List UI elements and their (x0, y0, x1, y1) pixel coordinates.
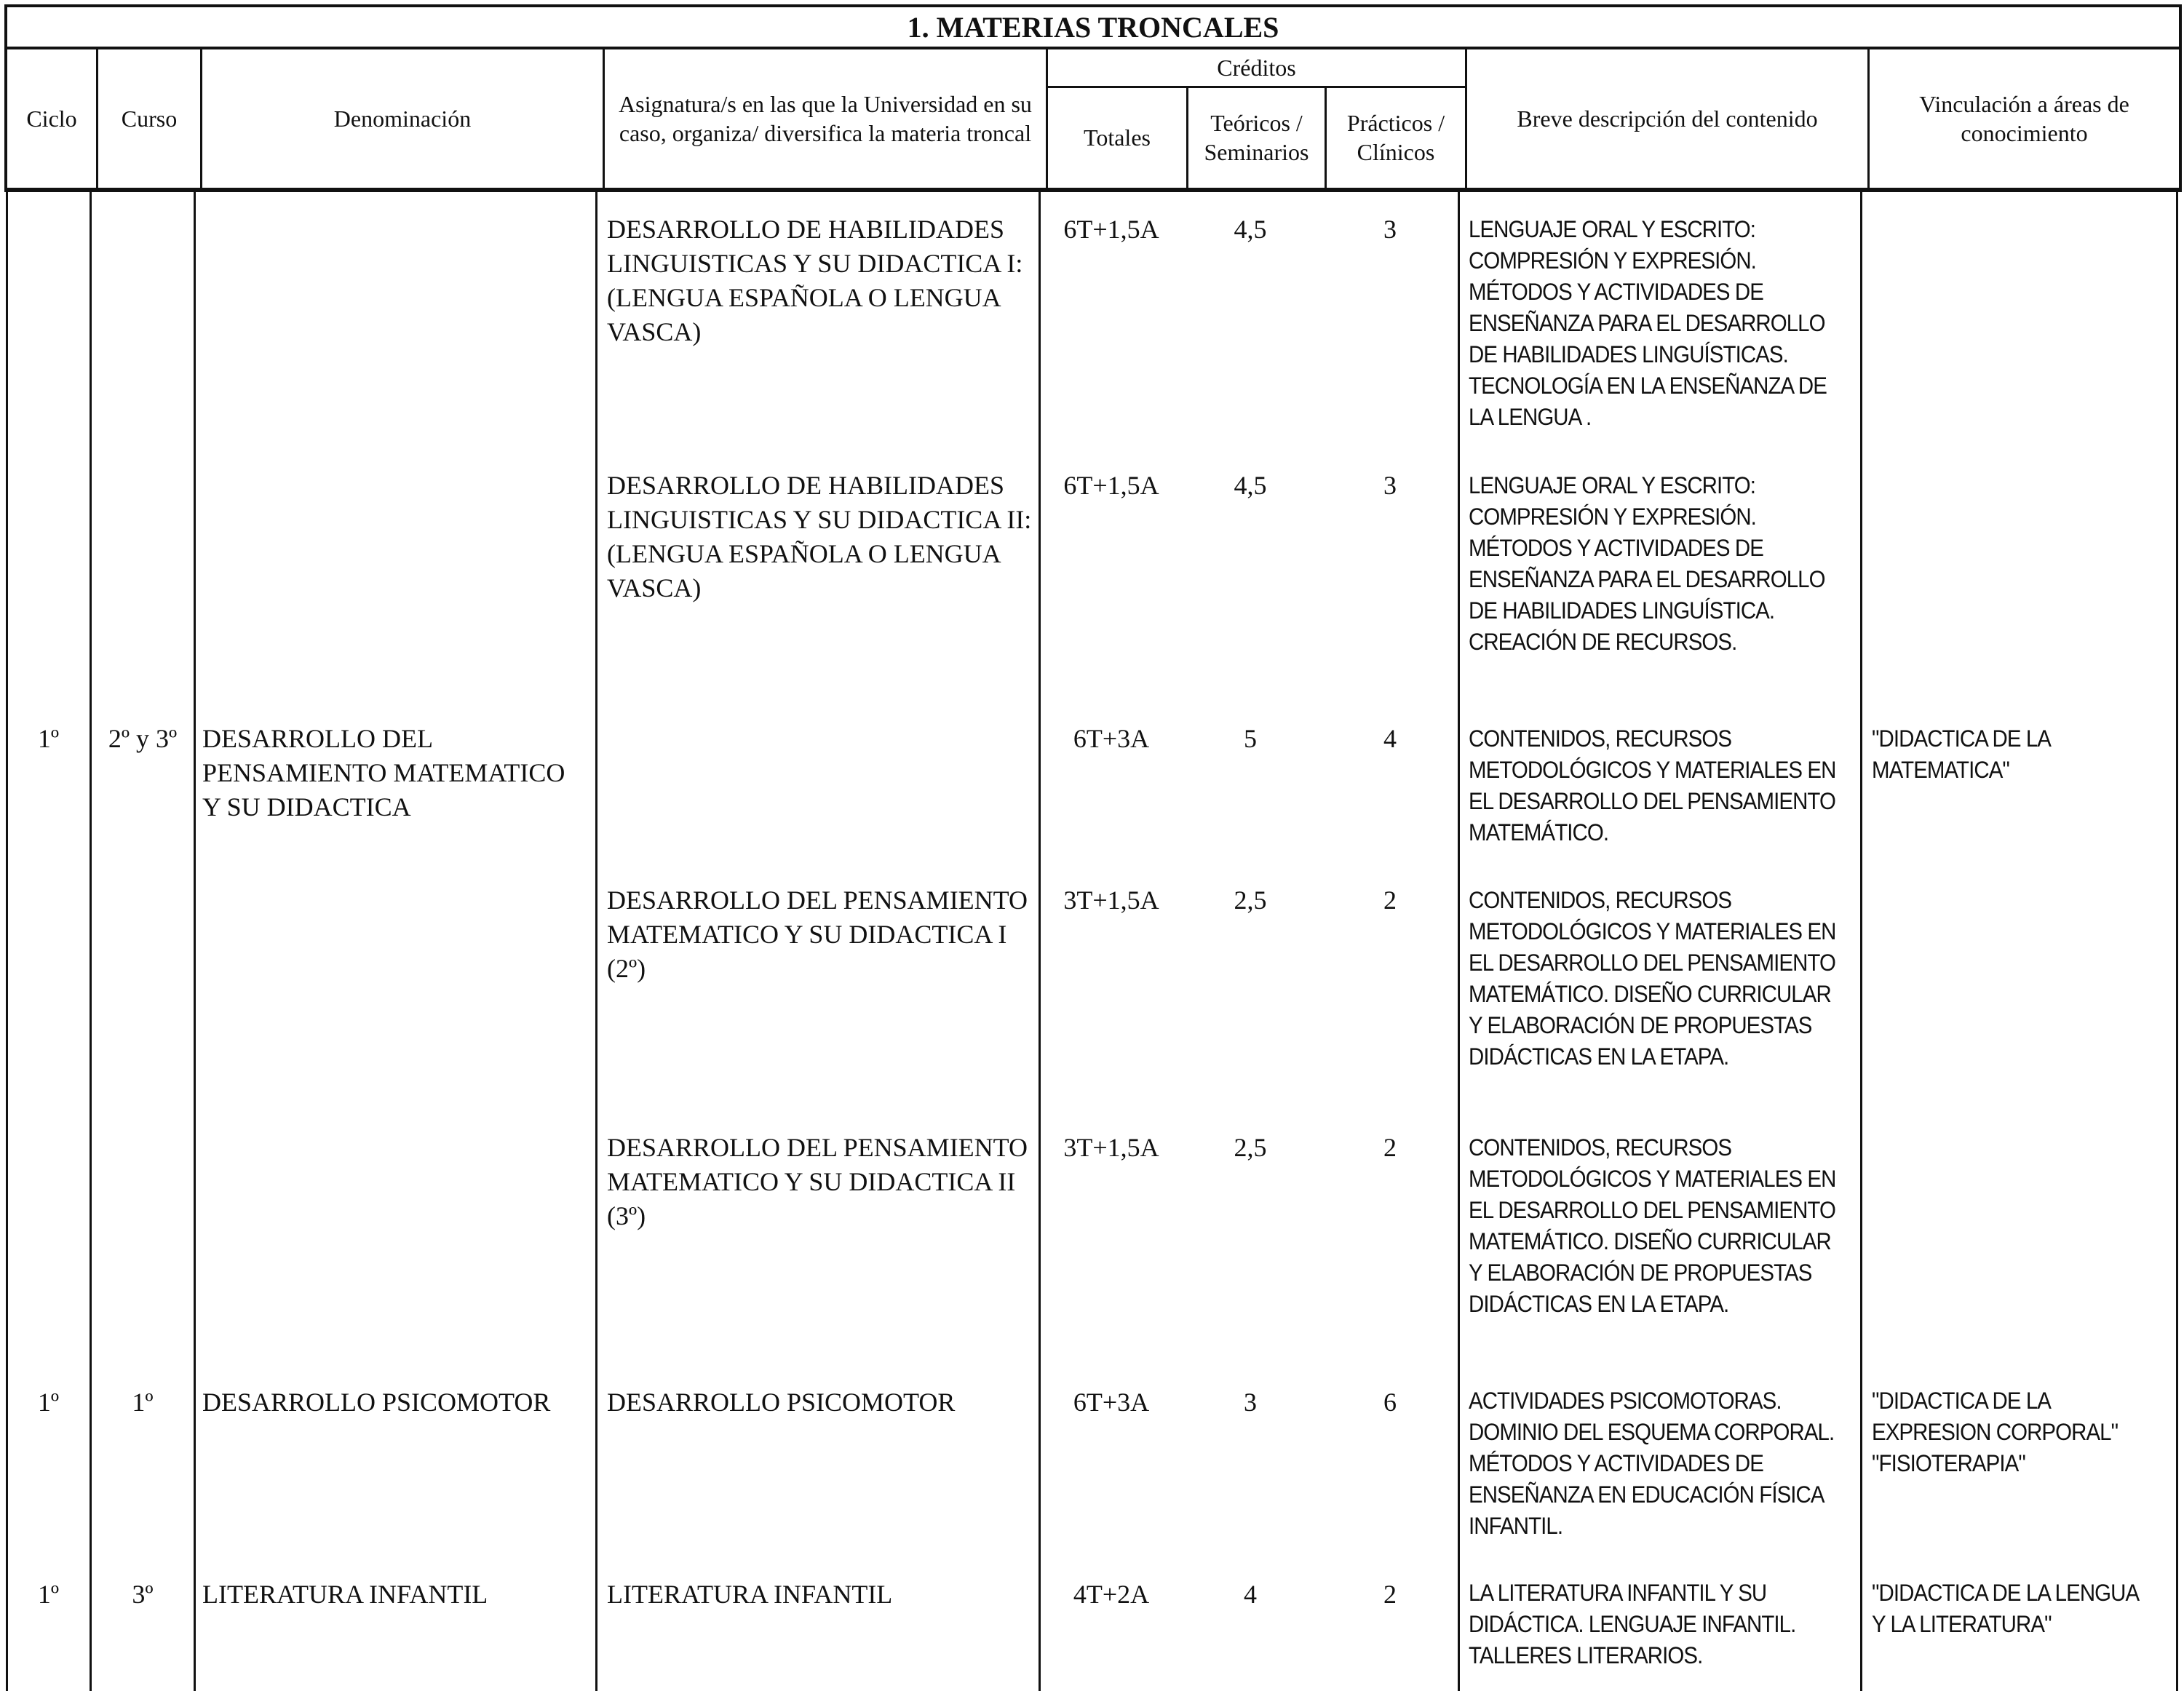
practicos-cell: 2 (1383, 1133, 1397, 1162)
practicos-cell: 6 (1383, 1388, 1397, 1417)
totales-cell: 6T+3A (1073, 724, 1150, 753)
descripcion-cell: CONTENIDOS, RECURSOS METODOLÓGICOS Y MATERIALES EN EL DESARROLLO DEL PENSAMIENTO MATEMÁTICO. DISEÑO CURRICULAR Y ELABORACIÓN DE PROPUESTAS DIDÁCTICAS EN LA ETAPA. (1469, 1134, 1836, 1317)
column-rule (2176, 192, 2178, 1691)
header-divider (96, 49, 98, 188)
table-header (4, 47, 2182, 192)
ciclo-cell: 1º (37, 1580, 60, 1609)
header-ciclo: Ciclo (26, 106, 77, 132)
header-denominacion: Denominación (333, 106, 472, 132)
asignatura-cell: DESARROLLO DEL PENSAMIENTO MATEMATICO Y SU DIDACTICA II (3º) (607, 1133, 1028, 1230)
column-rule (6, 192, 8, 1691)
column-rule (1860, 192, 1862, 1691)
column-rule (1458, 192, 1460, 1691)
column-rule (1039, 192, 1041, 1691)
ciclo-cell: 1º (37, 1388, 60, 1417)
document-page (4, 4, 2179, 1684)
descripcion-cell: LENGUAJE ORAL Y ESCRITO: COMPRESIÓN Y EXPRESIÓN. MÉTODOS Y ACTIVIDADES DE ENSEÑANZA PARA EL DESARROLLO DE HABILIDADES LINGUÍSTICA. CREACIÓN DE RECURSOS. (1469, 472, 1825, 655)
ciclo-cell: 1º (37, 724, 60, 753)
header-divider (1867, 49, 1870, 188)
asignatura-cell: LITERATURA INFANTIL (607, 1580, 893, 1609)
teoricos-cell: 2,5 (1234, 1133, 1267, 1162)
asignatura-cell: DESARROLLO DE HABILIDADES LINGUISTICAS Y SU DIDACTICA I: (LENGUA ESPAÑOLA O LENGUA VASCA) (607, 215, 1023, 346)
totales-cell: 3T+1,5A (1063, 1133, 1159, 1162)
curso-cell: 2º y 3º (108, 724, 178, 753)
teoricos-cell: 4,5 (1234, 471, 1267, 500)
totales-cell: 6T+1,5A (1063, 471, 1159, 500)
vinculacion-cell: "DIDACTICA DE LA LENGUA Y LA LITERATURA" (1872, 1580, 2138, 1637)
header-descripcion: Breve descripción del contenido (1517, 106, 1818, 132)
practicos-cell: 3 (1383, 215, 1397, 244)
teoricos-cell: 5 (1244, 724, 1257, 753)
descripcion-cell: CONTENIDOS, RECURSOS METODOLÓGICOS Y MATERIALES EN EL DESARROLLO DEL PENSAMIENTO MATEMÁTICO. (1469, 725, 1836, 846)
header-divider (200, 49, 202, 188)
header-totales: Totales (1084, 124, 1151, 151)
practicos-cell: 3 (1383, 471, 1397, 500)
table-body (4, 192, 2182, 1691)
asignatura-cell: DESARROLLO PSICOMOTOR (607, 1388, 956, 1417)
descripcion-cell: LA LITERATURA INFANTIL Y SU DIDÁCTICA. LENGUAJE INFANTIL. TALLERES LITERARIOS. (1469, 1580, 1796, 1668)
teoricos-cell: 4 (1244, 1580, 1257, 1609)
practicos-cell: 2 (1383, 1580, 1397, 1609)
header-divider (1325, 86, 1327, 188)
header-curso: Curso (121, 106, 178, 132)
totales-cell: 3T+1,5A (1063, 886, 1159, 915)
column-rule (90, 192, 92, 1691)
header-practicos: Prácticos / Clínicos (1346, 110, 1445, 165)
header-divider (1046, 49, 1048, 188)
curso-cell: 3º (132, 1580, 154, 1609)
asignatura-cell: DESARROLLO DEL PENSAMIENTO MATEMATICO Y SU DIDACTICA I (2º) (607, 886, 1028, 983)
teoricos-cell: 2,5 (1234, 886, 1267, 915)
denominacion-cell: DESARROLLO PSICOMOTOR (202, 1388, 551, 1417)
header-divider (1465, 49, 1467, 188)
denominacion-cell: LITERATURA INFANTIL (202, 1580, 488, 1609)
header-divider (1186, 86, 1188, 188)
totales-cell: 6T+3A (1073, 1388, 1150, 1417)
vinculacion-cell: "DIDACTICA DE LA MATEMATICA" (1872, 725, 2050, 783)
practicos-cell: 2 (1383, 886, 1397, 915)
teoricos-cell: 4,5 (1234, 215, 1267, 244)
header-vinculacion: Vinculación a áreas de conocimiento (1919, 91, 2129, 146)
descripcion-cell: CONTENIDOS, RECURSOS METODOLÓGICOS Y MATERIALES EN EL DESARROLLO DEL PENSAMIENTO MATEMÁTICO. DISEÑO CURRICULAR Y ELABORACIÓN DE PROPUESTAS DIDÁCTICAS EN LA ETAPA. (1469, 887, 1836, 1070)
column-rule (194, 192, 196, 1691)
header-asignatura: Asignatura/s en las que la Universidad en su caso, organiza/ diversifica la materia troncal (619, 91, 1032, 146)
table-title: 1. MATERIAS TRONCALES (4, 4, 2182, 47)
practicos-cell: 4 (1383, 724, 1397, 753)
totales-cell: 6T+1,5A (1063, 215, 1159, 244)
totales-cell: 4T+2A (1073, 1580, 1150, 1609)
denominacion-cell: DESARROLLO DEL PENSAMIENTO MATEMATICO Y SU DIDACTICA (202, 724, 565, 821)
header-divider (1046, 86, 1465, 88)
descripcion-cell: ACTIVIDADES PSICOMOTORAS. DOMINIO DEL ESQUEMA CORPORAL. MÉTODOS Y ACTIVIDADES DE ENSEÑANZA EN EDUCACIÓN FÍSICA INFANTIL. (1469, 1388, 1835, 1539)
vinculacion-cell: "DIDACTICA DE LA EXPRESION CORPORAL" "FISIOTERAPIA" (1872, 1388, 2119, 1476)
curso-cell: 1º (132, 1388, 154, 1417)
header-teoricos: Teóricos / Seminarios (1204, 110, 1309, 165)
descripcion-cell: LENGUAJE ORAL Y ESCRITO: COMPRESIÓN Y EXPRESIÓN. MÉTODOS Y ACTIVIDADES DE ENSEÑANZA PARA EL DESARROLLO DE HABILIDADES LINGUÍSTICAS. TECNOLOGÍA EN LA ENSEÑANZA DE LA LENGUA . (1469, 216, 1827, 430)
header-divider (603, 49, 605, 188)
header-creditos: Créditos (1217, 55, 1296, 81)
column-rule (595, 192, 597, 1691)
asignatura-cell: DESARROLLO DE HABILIDADES LINGUISTICAS Y SU DIDACTICA II: (LENGUA ESPAÑOLA O LENGUA VASCA) (607, 471, 1032, 602)
teoricos-cell: 3 (1244, 1388, 1257, 1417)
